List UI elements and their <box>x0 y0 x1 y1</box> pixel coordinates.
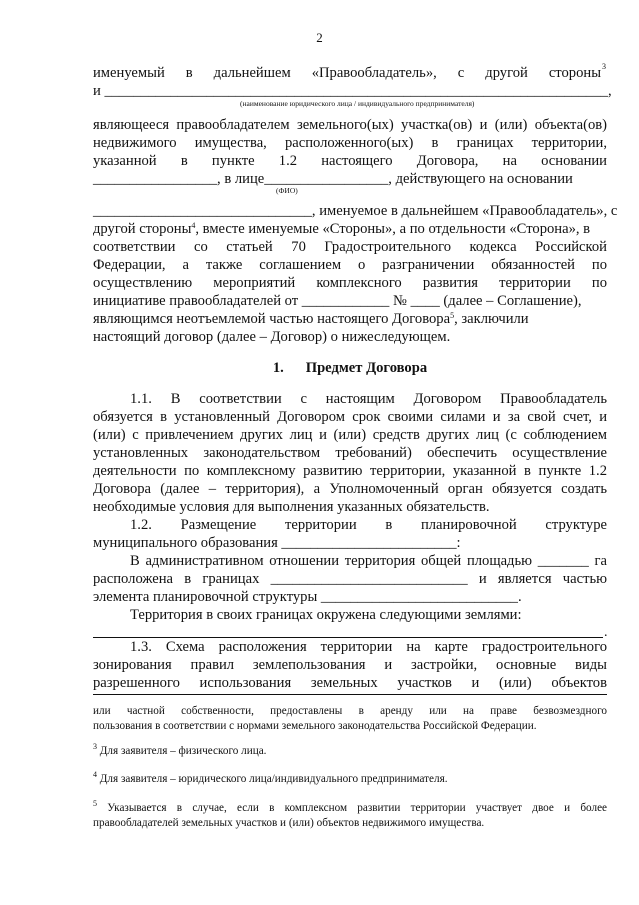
body-line: Территория в своих границах окружена следующими землями: <box>130 607 522 623</box>
footnote-ref: 3 <box>602 62 606 71</box>
fill-line-period: . <box>604 625 608 640</box>
field-caption-fio: (ФИО) <box>276 186 298 195</box>
body-line: другой стороны$^4$, вместе именуемые «Стороны», а по отдельности «Сторона», в <box>93 221 591 237</box>
footnote-line: правообладателей земельных участков и (или) объектов недвижимого имущества. <box>93 817 485 829</box>
footnote-line: пользования в соответствии с нормами земельного законодательства Российской Федерации. <box>93 720 537 732</box>
field-caption-org: (наименование юридического лица / индивидуального предпринимателя) <box>240 99 475 108</box>
body-line: инициативе правообладателей от ____________ № ____ (далее – Соглашение), <box>93 293 582 309</box>
body-line: и _____________________________________________________________________, <box>93 83 612 99</box>
body-line: указанной в пункте 1.2 настоящего Договора, на основании <box>93 153 607 169</box>
body-line: именуемый в дальнейшем «Правообладатель», с другой стороны <box>93 65 601 81</box>
body-line: установленных законодательством требований) обеспечить осуществление <box>93 445 607 461</box>
footnote-separator <box>93 694 607 695</box>
body-line: осуществлению мероприятий комплексного развития территории по <box>93 275 607 291</box>
body-line: В административном отношении территория общей площадью _______ га <box>130 553 607 569</box>
footnote-ref: 4 <box>191 221 196 230</box>
body-line: 1.3. Схема расположения территории на карте градостроительного <box>130 639 607 655</box>
footnote-3: $^3$ Для заявителя – физического лица. <box>93 742 267 757</box>
page-number: 2 <box>316 30 323 45</box>
body-line: соответствии со статьей 70 Градостроительного кодекса Российской <box>93 239 607 255</box>
body-line: являющимся неотъемлемой частью настоящего Договора$^5$, заключили <box>93 311 529 327</box>
body-line: Федерации, а также соглашением о разграничении обязанностей по <box>93 257 607 273</box>
footnote-line: или частной собственности, предоставлены в аренду или на праве безвозмездного <box>93 705 607 717</box>
body-line: настоящий договор (далее – Договор) о нижеследующем. <box>93 329 451 345</box>
body-line: муниципального образования ________________________: <box>93 535 461 551</box>
footnote-5: $^5$ Указывается в случае, если в комплексном развитии территории участвует двое и более <box>93 799 607 814</box>
body-line: (или) с привлечением других лиц и (или) средств других лиц (с соблюдением <box>93 427 607 443</box>
body-line: 1.1. В соответствии с настоящим Договором Правообладатель <box>130 391 607 407</box>
body-line: 1.2. Размещение территории в планировочной структуре <box>130 517 607 533</box>
body-line: элемента планировочной структуры ___________________________. <box>93 589 522 605</box>
section-heading: 1. Предмет Договора <box>272 360 428 376</box>
footnote-4: $^4$ Для заявителя – юридического лица/индивидуального предпринимателя. <box>93 770 448 785</box>
body-line: деятельности по комплексному развитию территории, указанной в пункте 1.2 <box>93 463 607 479</box>
footnote-ref: 5 <box>450 311 455 320</box>
body-line: Договора (далее – территория), а Уполномоченный орган обязуется создать <box>93 481 607 497</box>
body-line: расположена в границах ___________________________ и является частью <box>93 571 607 587</box>
body-line: обязуется в установленный Договором срок своими силами и за свой счет, и <box>93 409 607 425</box>
body-line: разрешенного использования земельных участков и (или) объектов <box>93 675 607 691</box>
body-line: _________________, в лице_________________, действующего на основании <box>93 171 573 187</box>
body-line: ______________________________, именуемое в дальнейшем «Правообладатель», с <box>93 203 618 219</box>
body-line: недвижимого имущества, расположенного(ых) в границах территории, <box>93 135 607 151</box>
body-line: зонирования правил землепользования и застройки, основные виды <box>93 657 607 673</box>
body-line: являющееся правообладателем земельного(ых) участка(ов) и (или) объекта(ов) <box>93 117 607 133</box>
body-line: необходимые условия для выполнения указанных обязательств. <box>93 499 490 515</box>
